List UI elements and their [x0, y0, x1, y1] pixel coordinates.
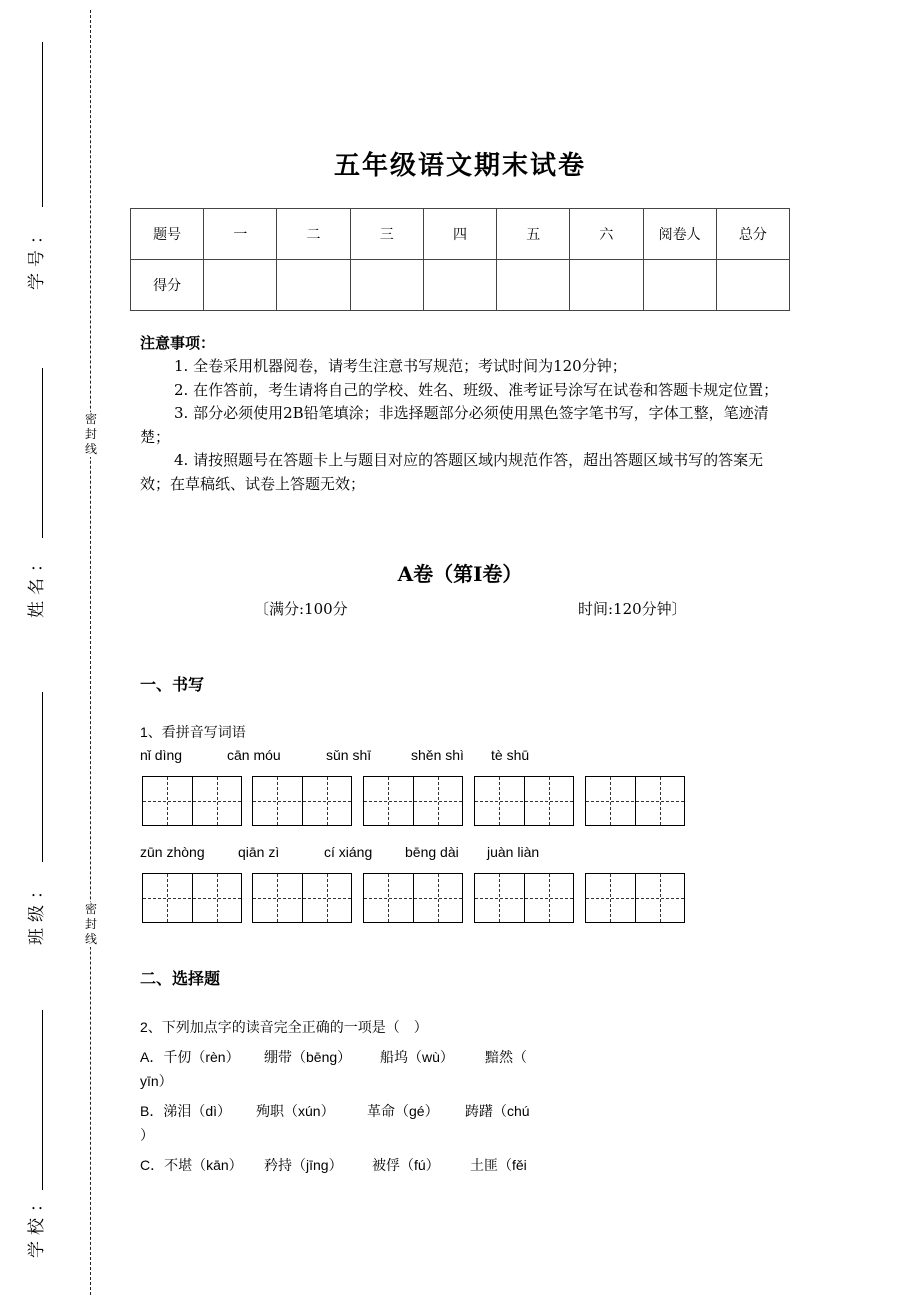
- score-cell[interactable]: [643, 260, 716, 311]
- name-line[interactable]: [42, 368, 43, 538]
- option-text: C．不堪（kān）: [140, 1157, 243, 1173]
- header-cell: 阅卷人: [643, 209, 716, 260]
- score-table-header-row: [131, 209, 790, 260]
- notes-list: [140, 355, 785, 496]
- pinyin-label: qiān zì: [238, 844, 280, 860]
- option-text: 踌躇（chú: [465, 1103, 530, 1119]
- class-label: 班级：: [27, 876, 47, 945]
- option-text: 被俘（fú）: [372, 1157, 440, 1173]
- writing-grid[interactable]: [142, 776, 242, 826]
- pinyin-label: bēng dài: [405, 844, 459, 860]
- note-item: 1. 全卷采用机器阅卷，请考生注意书写规范；考试时间为120分钟；: [174, 357, 627, 375]
- option-text: 黯然（: [485, 1049, 527, 1065]
- score-cell[interactable]: [277, 260, 350, 311]
- writing-grid[interactable]: [363, 776, 463, 826]
- question-2: 2、下列加点字的读音完全正确的一项是（ ）: [140, 1019, 428, 1035]
- writing-grid[interactable]: [252, 776, 352, 826]
- writing-grid[interactable]: [252, 873, 352, 923]
- class-line[interactable]: [42, 692, 43, 862]
- header-cell: 六: [570, 209, 643, 260]
- header-cell: 一: [204, 209, 277, 260]
- seal-label-top: 密 封 线: [84, 412, 97, 456]
- note-item: 3. 部分必须使用2B铅笔填涂；非选择题部分必须使用黑色签字笔书写，字体工整，笔迹清楚；: [140, 404, 769, 446]
- score-cell[interactable]: [570, 260, 643, 311]
- note-item: 4. 请按照题号在答题卡上与题目对应的答题区域内规范作答，超出答题区域书写的答案无效；在草稿纸、试卷上答题无效；: [140, 451, 764, 493]
- writing-grid[interactable]: [474, 776, 574, 826]
- seal-dashed-line: [90, 10, 91, 1295]
- header-cell: 题号: [131, 209, 204, 260]
- score-cell[interactable]: [350, 260, 423, 311]
- pinyin-label: cí xiáng: [324, 844, 373, 860]
- question-1: 1、看拼音写词语: [140, 724, 246, 740]
- option-text: B．涕泪（dì）: [140, 1103, 232, 1119]
- option-text: 矜持（jīng）: [264, 1157, 343, 1173]
- header-cell: 二: [277, 209, 350, 260]
- section-2-title: 二、选择题: [140, 969, 221, 988]
- seal-label-bottom: 密 封 线: [84, 902, 97, 946]
- header-cell: 总分: [716, 209, 789, 260]
- student-id-label: 学号：: [27, 221, 47, 290]
- notes-heading: 注意事项：: [140, 334, 216, 352]
- option-text: 船坞（wù）: [380, 1049, 454, 1065]
- option-text: 土匪（fěi: [470, 1157, 527, 1173]
- pinyin-label: nǐ dìng: [140, 747, 183, 763]
- writing-grid[interactable]: [474, 873, 574, 923]
- exam-time: 时间:120分钟〕: [578, 600, 687, 618]
- section-1-title: 一、书写: [140, 675, 205, 694]
- school-line[interactable]: [42, 1010, 43, 1190]
- score-cell[interactable]: [497, 260, 570, 311]
- score-cell[interactable]: [423, 260, 496, 311]
- header-cell: 三: [350, 209, 423, 260]
- writing-grid[interactable]: [585, 873, 685, 923]
- header-cell: 五: [497, 209, 570, 260]
- student-id-line[interactable]: [42, 42, 43, 207]
- exam-title: 五年级语文期末试卷: [333, 151, 586, 181]
- score-cell[interactable]: [716, 260, 789, 311]
- option-text: yīn）: [140, 1073, 173, 1089]
- name-label: 姓名：: [27, 549, 47, 618]
- pinyin-label: tè shū: [491, 747, 530, 763]
- score-table: [130, 208, 790, 311]
- option-text: 殉职（xún）: [256, 1103, 335, 1119]
- pinyin-label: zūn zhòng: [140, 844, 205, 860]
- option-text: A．千仞（rèn）: [140, 1049, 240, 1065]
- pinyin-label: cān móu: [227, 747, 281, 763]
- pinyin-label: sǔn shī: [326, 747, 372, 763]
- pinyin-label: shěn shì: [411, 747, 464, 763]
- option-text: ）: [140, 1127, 154, 1143]
- full-score: 〔满分:100分: [254, 600, 348, 618]
- writing-grid[interactable]: [585, 776, 685, 826]
- header-cell: 四: [423, 209, 496, 260]
- writing-grid[interactable]: [363, 873, 463, 923]
- score-row-label: 得分: [131, 260, 204, 311]
- writing-grid[interactable]: [142, 873, 242, 923]
- option-text: 绷带（bēng）: [264, 1049, 352, 1065]
- note-item: 2. 在作答前，考生请将自己的学校、姓名、班级、准考证号涂写在试卷和答题卡规定位置；: [174, 380, 779, 399]
- pinyin-label: juàn liàn: [487, 844, 540, 860]
- score-table-score-row: [131, 260, 790, 311]
- school-label: 学校：: [27, 1189, 47, 1258]
- score-cell[interactable]: [204, 260, 277, 311]
- option-text: 革命（gé）: [367, 1103, 439, 1119]
- volume-title: A卷（第I卷）: [397, 562, 523, 586]
